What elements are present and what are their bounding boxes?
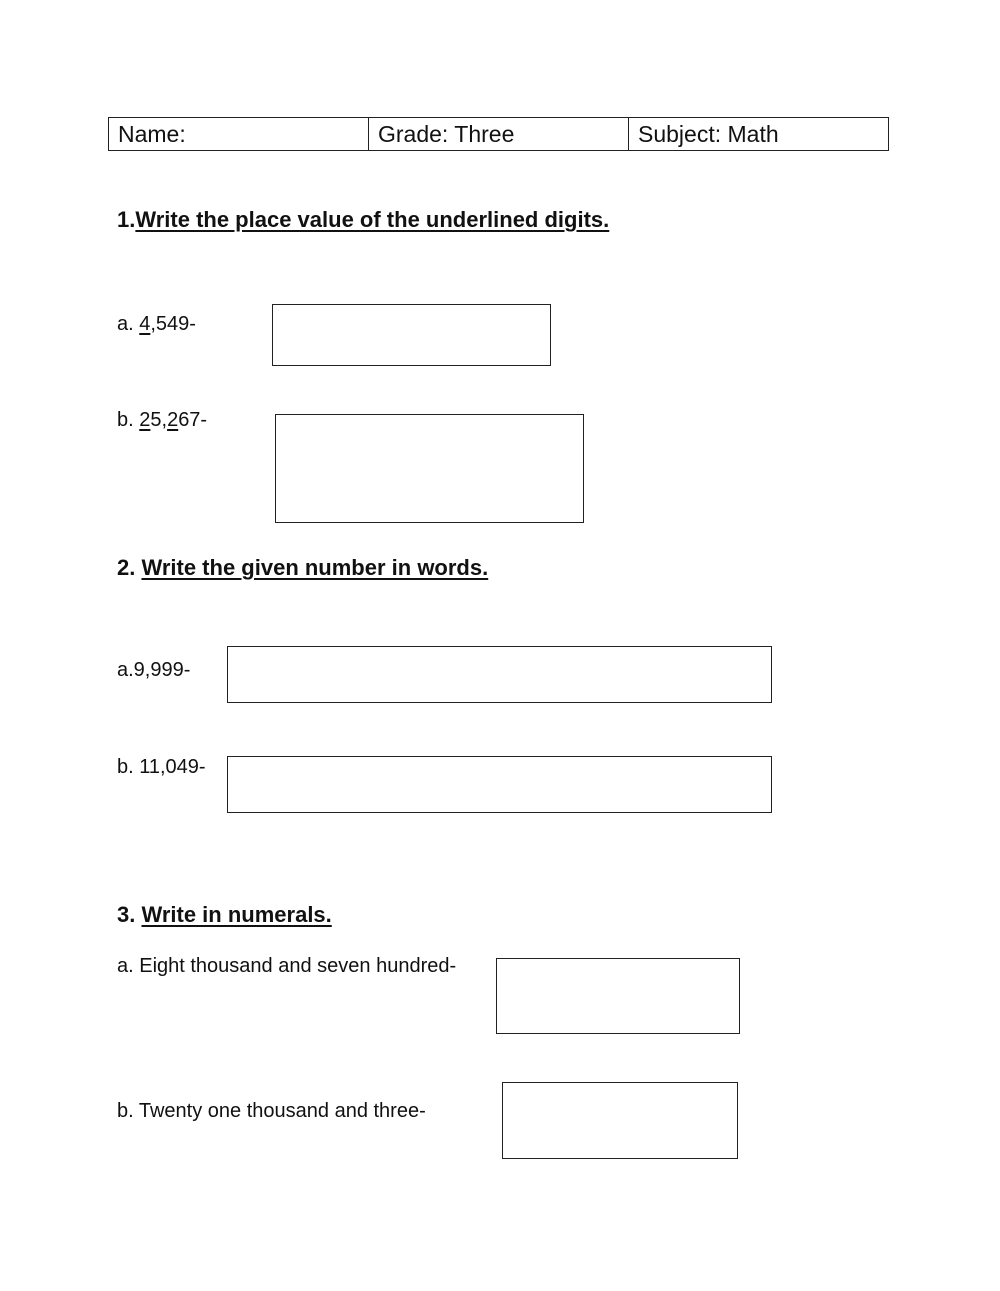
question-2-title: Write the given number in words. [141,555,489,580]
grade-cell: Grade: Three [369,118,629,150]
answer-box-1b[interactable] [275,414,584,523]
question-3a-label: a. Eight thousand and seven hundred- [117,955,457,977]
worksheet-header-table [108,117,889,151]
question-1b-mid: 5, [150,409,168,431]
question-1b-underlined-digit-2: 2 [167,409,179,431]
question-1b-prefix: b. [117,409,140,431]
question-1b-underlined-digit-1: 2 [139,409,151,431]
name-cell[interactable]: Name: [109,118,369,150]
question-2-number: 2. [117,555,142,580]
question-1-title: Write the place value of the underlined digits. [135,207,610,232]
question-1a-rest: ,549- [150,313,196,335]
question-1a-prefix: a. [117,313,140,335]
answer-box-3b[interactable] [502,1082,738,1159]
answer-box-2b[interactable] [227,756,772,813]
answer-box-1a[interactable] [272,304,551,366]
question-3-heading [117,902,332,928]
answer-box-2a[interactable] [227,646,772,703]
question-2-heading [117,555,488,581]
subject-cell: Subject: Math [638,121,779,147]
question-3-number: 3. [117,902,142,927]
question-3b-label: b. Twenty one thousand and three- [117,1100,426,1122]
question-2b-label: b. 11,049- [117,756,206,778]
question-1-number: 1. [117,207,136,232]
question-1b-rest: 67- [178,409,208,431]
question-1a-underlined-digit: 4 [139,313,151,335]
question-1a-label [117,313,196,336]
question-1-heading [117,207,609,233]
question-3-title: Write in numerals. [141,902,332,927]
answer-box-3a[interactable] [496,958,740,1034]
question-1b-label [117,409,207,432]
question-2a-label: a.9,999- [117,659,191,681]
